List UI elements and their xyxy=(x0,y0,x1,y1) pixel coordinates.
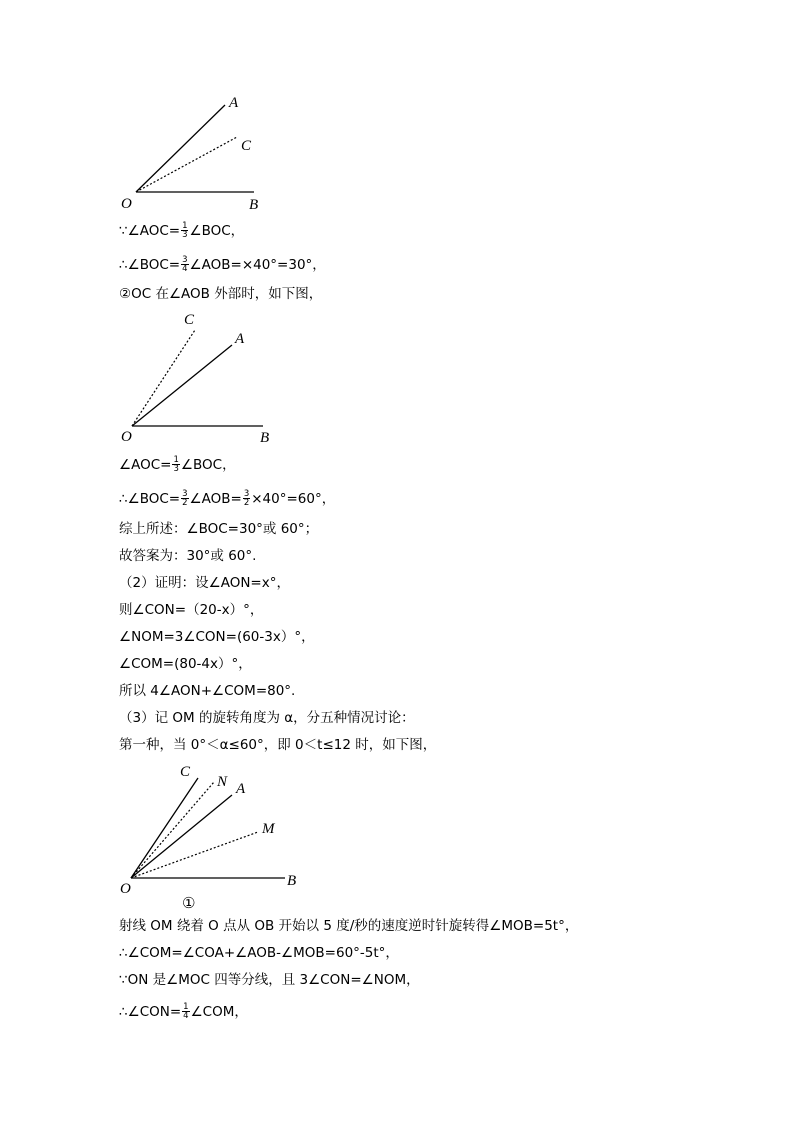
line-17: ∵ON 是∠MOC 四等分线，且 3∠CON=∠NOM， xyxy=(119,972,420,988)
label-C: C xyxy=(241,138,252,154)
l4-post: ∠BOC， xyxy=(180,457,236,473)
label-A: A xyxy=(229,95,239,111)
line-16: ∴∠COM=∠COA+∠AOB-∠MOB=60°-5t°， xyxy=(119,945,399,961)
l1-pre: ∵∠AOC= xyxy=(119,223,181,239)
fraction: $\frac{3}{2}$ xyxy=(243,488,250,508)
line-8: （2）证明：设∠AON=x°， xyxy=(119,575,290,591)
label-C-3: C xyxy=(180,764,191,780)
line-18 xyxy=(119,1003,248,1021)
ray-OA-3 xyxy=(131,795,232,878)
fraction: $\frac{1}{4}$ xyxy=(183,1001,189,1021)
l5-post: ×40°=60°， xyxy=(251,491,336,507)
line-3: ②OC 在∠AOB 外部时，如下图， xyxy=(119,286,323,302)
fraction: $\frac{3}{2}$ xyxy=(182,488,188,508)
l4-pre: ∠AOC= xyxy=(119,457,172,473)
l18-post: ∠COM， xyxy=(190,1004,248,1020)
line-2 xyxy=(119,256,326,274)
l18-pre: ∴∠CON= xyxy=(119,1004,182,1020)
figure-caption: ① xyxy=(182,894,196,912)
l5-mid: ∠AOB= xyxy=(189,491,242,507)
line-9: 则∠CON=（20-x）°， xyxy=(119,602,264,618)
l1-post: ∠BOC， xyxy=(189,223,245,239)
label-A-3: A xyxy=(236,781,246,797)
line-14: 第一种，当 0°＜α≤60°，即 0＜t≤12 时，如下图， xyxy=(119,737,437,753)
line-5 xyxy=(119,490,335,508)
fraction: $\frac{3}{4}$ xyxy=(182,254,188,274)
fraction: $\frac{1}{3}$ xyxy=(182,220,188,240)
ray-ON-3 xyxy=(131,782,214,878)
label-M-3: M xyxy=(262,821,275,837)
line-12: 所以 4∠AON+∠COM=80°. xyxy=(119,683,296,699)
l2-post: ∠AOB=×40°=30°， xyxy=(189,257,326,273)
fraction: $\frac{1}{3}$ xyxy=(173,454,179,474)
l5-pre: ∴∠BOC= xyxy=(119,491,181,507)
ray-OC-2 xyxy=(132,330,195,426)
label-O: O xyxy=(121,196,132,212)
label-O-2: O xyxy=(121,429,132,445)
ray-OC-3 xyxy=(131,778,198,878)
line-10: ∠NOM=3∠CON=(60-3x）°， xyxy=(119,629,315,645)
ray-OM-3 xyxy=(131,832,258,878)
ray-OA-2 xyxy=(132,345,232,426)
label-A-2: A xyxy=(235,331,245,347)
line-4 xyxy=(119,456,236,474)
line-11: ∠COM=(80-4x）°， xyxy=(119,656,252,672)
line-7: 故答案为：30°或 60°. xyxy=(119,548,257,564)
label-N-3: N xyxy=(217,774,228,790)
ray-OC xyxy=(136,137,237,192)
l2-pre: ∴∠BOC= xyxy=(119,257,181,273)
ray-OA xyxy=(136,105,225,192)
label-B-2: B xyxy=(260,430,270,446)
label-O-3: O xyxy=(120,881,131,897)
line-13: （3）记 OM 的旋转角度为 α，分五种情况讨论： xyxy=(119,710,415,726)
line-6: 综上所述：∠BOC=30°或 60°； xyxy=(119,521,319,537)
label-B: B xyxy=(249,197,259,213)
label-B-3: B xyxy=(287,873,297,889)
label-C-2: C xyxy=(184,312,195,328)
line-15: 射线 OM 绕着 O 点从 OB 开始以 5 度/秒的速度逆时针旋转得∠MOB=5t°， xyxy=(119,918,579,934)
line-1 xyxy=(119,222,244,240)
